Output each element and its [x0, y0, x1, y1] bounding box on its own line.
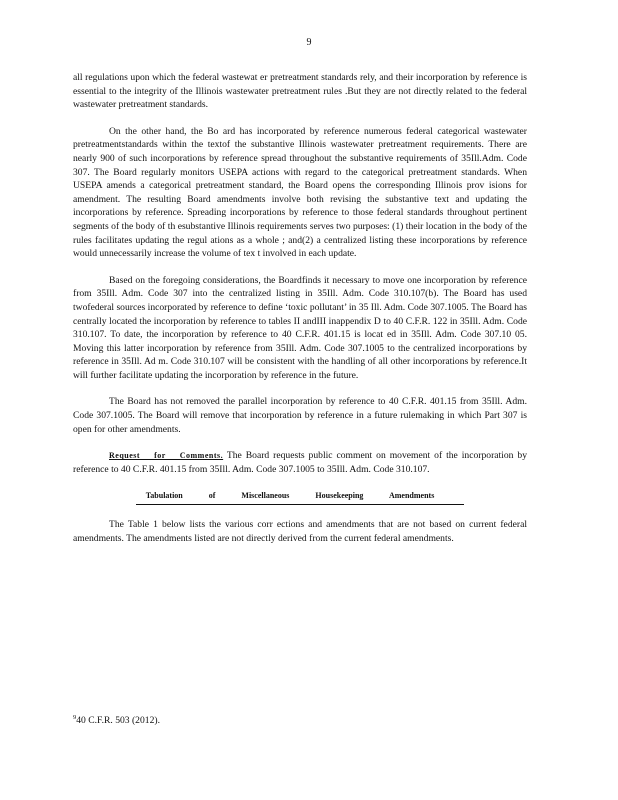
- footnote-text: 40 C.F.R. 503 (2012).: [76, 715, 160, 726]
- page-number: 9: [306, 37, 312, 48]
- request-for-comments-heading: Request for Comments.: [109, 451, 224, 461]
- paragraph-2: On the other hand, the Bo ard has incorporated by reference numerous federal categorical wastewater pretreatmentstandards within the textof the substantive Illinois wastewater pretreatment requirements. There are nearly 900 of such incorporations by reference spread throughout the substantive requirements of 35Ill.Adm. Code 307. The Board regularly monitors USEPA actions with regard to the categorical pretreatment standards. When USEPA amends a categorical pretreatment standard, the Board opens the corresponding Illinois prov isions for amendment. The resulting Board amendments involve both revising the substantive text and updating the incorporations by reference. Spreading incorporations by reference to those federal standards throughout pertinent segments of the body of th esubstantive Illinois requirements serves two purposes: (1) their location in the body of the rules facilitates updating the regul ations as a whole ; and(2) a centralized listing these incorporations by reference would unnecessarily increase the volume of tex t involved in each update.: [73, 125, 527, 260]
- paragraph-6: The Table 1 below lists the various corr ections and amendments that are not based on current federal amendments. The amendments listed are not directly derived from the current federal amendments.: [73, 519, 527, 544]
- paragraph-1: all regulations upon which the federal wastewat er pretreatment standards rely, and their incorporation by reference is essential to the integrity of the Illinois wastewater pretreatment rules .But they are not directly related to the federal wastewater pretreatment standards.: [73, 72, 527, 111]
- paragraph-5: [73, 449, 527, 476]
- paragraph-4: The Board has not removed the parallel incorporation by reference to 40 C.F.R. 401.15 from 35Ill. Adm. Code 307.1005. The Board will remove that incorporation by reference in a future rulemaking in which Part 307 is open for other amendments.: [73, 396, 527, 435]
- request-for-comments-text: The Board requests public comment on movement of the incorporation by reference to 40 C.F.R. 401.15 from 35Ill. Adm. Code 307.1005 to 35Ill. Adm. Code 310.107.: [73, 450, 527, 475]
- footnote: [73, 714, 160, 728]
- body-text: [73, 71, 527, 545]
- section-heading: Tabulation of Miscellaneous Housekeeping Amendments: [73, 489, 527, 505]
- paragraph-3: Based on the foregoing considerations, the Boardfinds it necessary to move one incorporation by reference from 35Ill. Adm. Code 307 into the centralized listing in 35Ill. Adm. Code 310.107(b). The Board has used twofederal sources incorporated by reference to define ‘toxic pollutant’ in 35 Ill. Adm. Code 307.1005. The Board has centrally located the incorporation by reference to tables II andIII inappendix D to 40 C.F.R. 122 in 35Ill. Adm. Code 310.107. To date, the incorporation by reference to 40 C.F.R. 401.15 is locat ed in 35Ill. Adm. Code 307.10 05. Moving this latter incorporation by reference from 35Ill. Adm. Code 307.1005 to the centralized incorporations by reference in 35Ill. Ad m. Code 310.107 will be consistent with the handling of all other incorporations by reference.It will further facilitate updating the incorporation by reference in the future.: [73, 274, 527, 381]
- footnote-marker: 9: [73, 713, 77, 721]
